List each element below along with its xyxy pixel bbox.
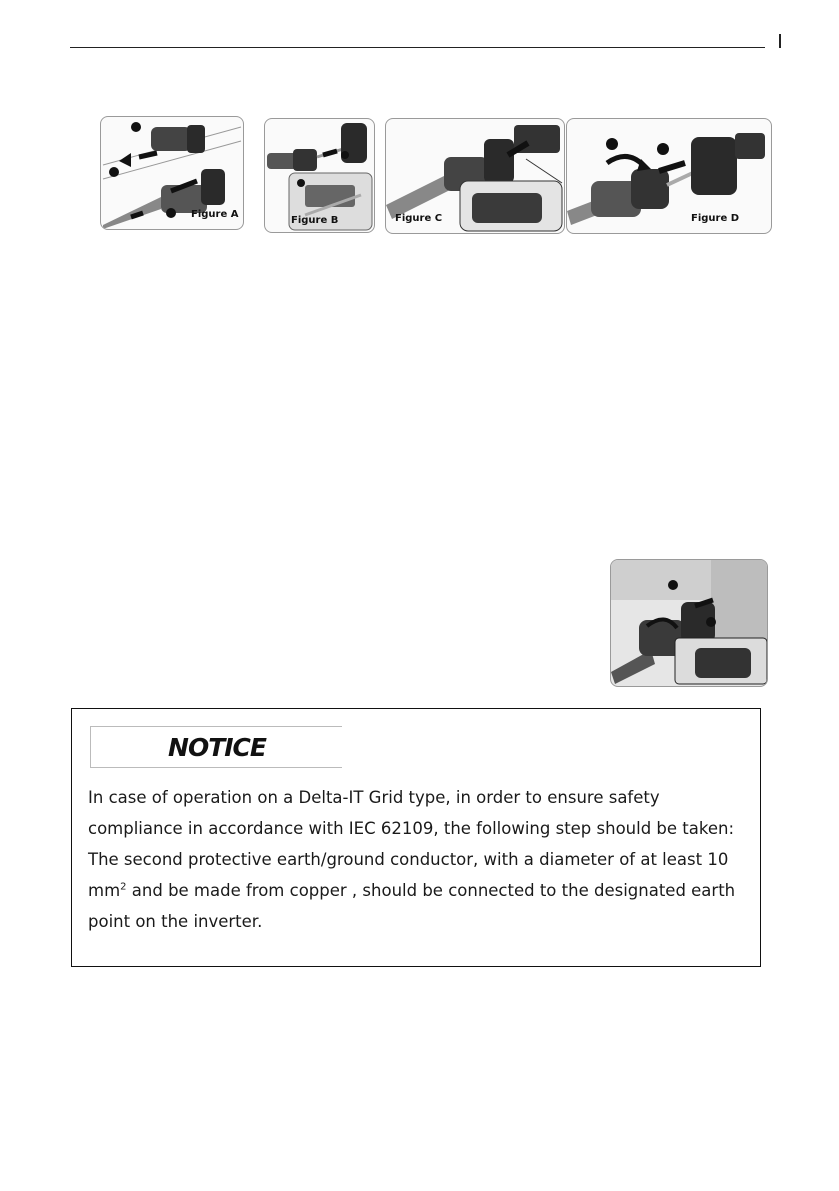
figure-d — [566, 118, 772, 234]
figure-d-label: Figure D — [691, 213, 740, 224]
figure-c-label: Figure C — [395, 213, 443, 224]
notice-paragraph-2 — [88, 844, 748, 937]
connector-photo — [610, 559, 768, 687]
notice-paragraph-1: In case of operation on a Delta-IT Grid type, in order to ensure safety compliance in accordance with IEC 62109, the following step should be taken: — [88, 788, 735, 838]
figure-a-label: Figure A — [191, 209, 239, 220]
notice-paragraph-2-start: The second protective earth/ground conductor, with a diameter of at least 10 mm — [88, 850, 729, 900]
figure-b — [264, 118, 375, 233]
notice-paragraph-2-end: and be made from copper , should be connected to the designated earth point on the inverter. — [88, 881, 736, 931]
notice-superscript: 2 — [120, 881, 127, 893]
notice-banner — [90, 726, 342, 768]
figure-b-label: Figure B — [291, 215, 339, 226]
figure-a — [100, 116, 244, 230]
figure-d-illustration — [567, 119, 771, 233]
connector-photo-illustration — [611, 560, 767, 686]
notice-title: NOTICE — [168, 733, 266, 762]
figure-c — [385, 118, 565, 234]
notice-text — [88, 782, 748, 937]
header-rule — [70, 47, 765, 48]
header-tick — [779, 34, 781, 48]
